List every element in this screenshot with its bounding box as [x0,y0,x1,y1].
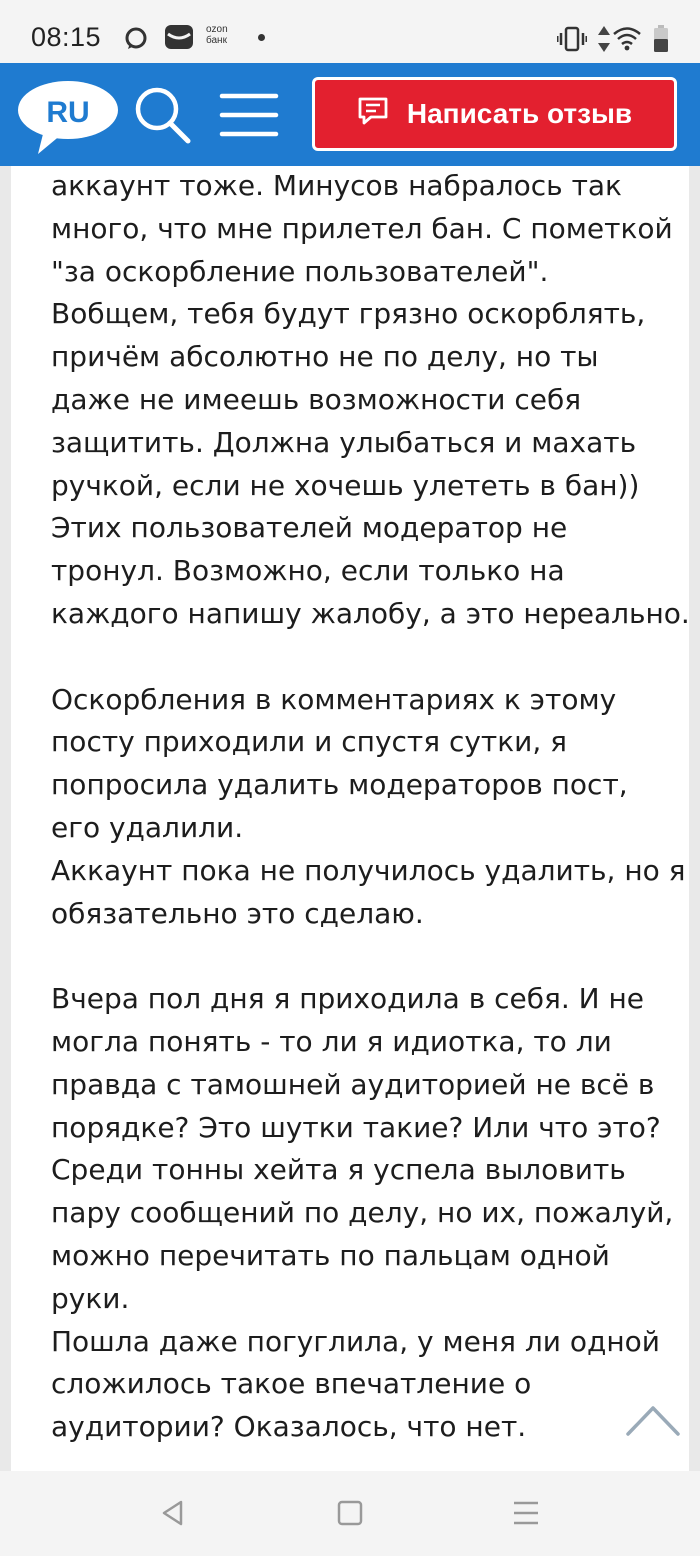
review-text-line: его удалили. [51,810,244,844]
review-text-line [51,636,671,679]
review-text-line: Вобщем, тебя будут грязно оскорблять, [51,297,646,331]
site-header [0,63,700,166]
review-text-line: много, что мне прилетел бан. С пометкой [51,211,673,245]
review-text-line: руки. [51,1281,130,1315]
review-text-line: Вчера пол дня я приходила в себя. И не [51,982,645,1016]
scroll-to-top-button[interactable] [625,1402,681,1443]
review-text-line: Оскорбления в комментариях к этому [51,682,617,716]
review-card [11,166,689,1471]
data-arrows-icon [597,25,611,58]
dot-icon [258,34,265,41]
wifi-icon [612,25,642,56]
back-triangle-icon[interactable] [160,1499,184,1532]
review-text-line: посту приходили и спустя сутки, я [51,725,567,759]
review-text-line: тронул. Возможно, если только на [51,554,565,588]
write-review-button[interactable] [312,77,677,151]
review-text-line: каждого напишу жалобу, а это нереально. [51,596,690,630]
review-text-line: попросила удалить модераторов пост, [51,768,628,802]
review-text-line: "за оскорбление пользователей". [51,254,549,288]
battery-icon [653,25,669,58]
write-review-label: Написать отзыв [406,98,633,129]
review-text-line: аудитории? Оказалось, что нет. [51,1410,527,1444]
review-text-line: аккаунт тоже. Минусов набралось так [51,169,622,202]
wallet-icon [164,22,194,57]
review-text-line: порядке? Это шутки такие? Или что это? [51,1110,661,1144]
hamburger-menu-icon[interactable] [219,92,279,143]
ozon-bank-label-1: ozon [206,24,228,35]
chevron-up-icon [625,1402,681,1438]
chat-bubble-icon [124,27,148,56]
review-text-line: ручкой, если не хочешь улететь в бан)) [51,468,640,502]
review-text-line: Пошла даже погуглила, у меня ли одной [51,1324,660,1358]
review-text-line: Среди тонны хейта я успела выловить [51,1153,626,1187]
review-text-line: пару сообщений по делу, но их, пожалуй, [51,1196,674,1230]
review-text-line: даже не имеешь возможности себя [51,382,582,416]
review-text-line: защитить. Должна улыбаться и махать [51,425,637,459]
ozon-bank-label-2: банк [206,35,227,46]
content-area [0,166,700,1471]
review-text [51,165,690,1449]
status-time: 08:15 [31,22,102,52]
review-text-line: могла понять - то ли я идиотка, то ли [51,1024,612,1058]
review-text-line: сложилось такое впечатление о [51,1367,532,1401]
review-text-line [51,935,671,978]
review-text-line: правда с тамошней аудиторией не всё в [51,1067,655,1101]
comment-icon [357,96,389,133]
system-nav-bar [0,1471,700,1556]
review-text-line: можно перечитать по пальцам одной [51,1238,610,1272]
review-text-line: Аккаунт пока не получилось удалить, но я [51,853,686,887]
review-text-line: обязательно это сделаю. [51,896,424,930]
ozon-bank-icon [206,24,228,46]
home-square-icon[interactable] [337,1500,363,1531]
review-text-line: причём абсолютно не по делу, но ты [51,340,599,374]
site-logo[interactable] [16,80,120,161]
vibrate-icon [557,26,587,57]
review-text-line: Этих пользователей модератор не [51,511,568,545]
recents-menu-icon[interactable] [512,1500,540,1531]
search-icon[interactable] [133,85,193,150]
logo-text: RU [46,96,90,129]
status-bar [0,0,700,63]
